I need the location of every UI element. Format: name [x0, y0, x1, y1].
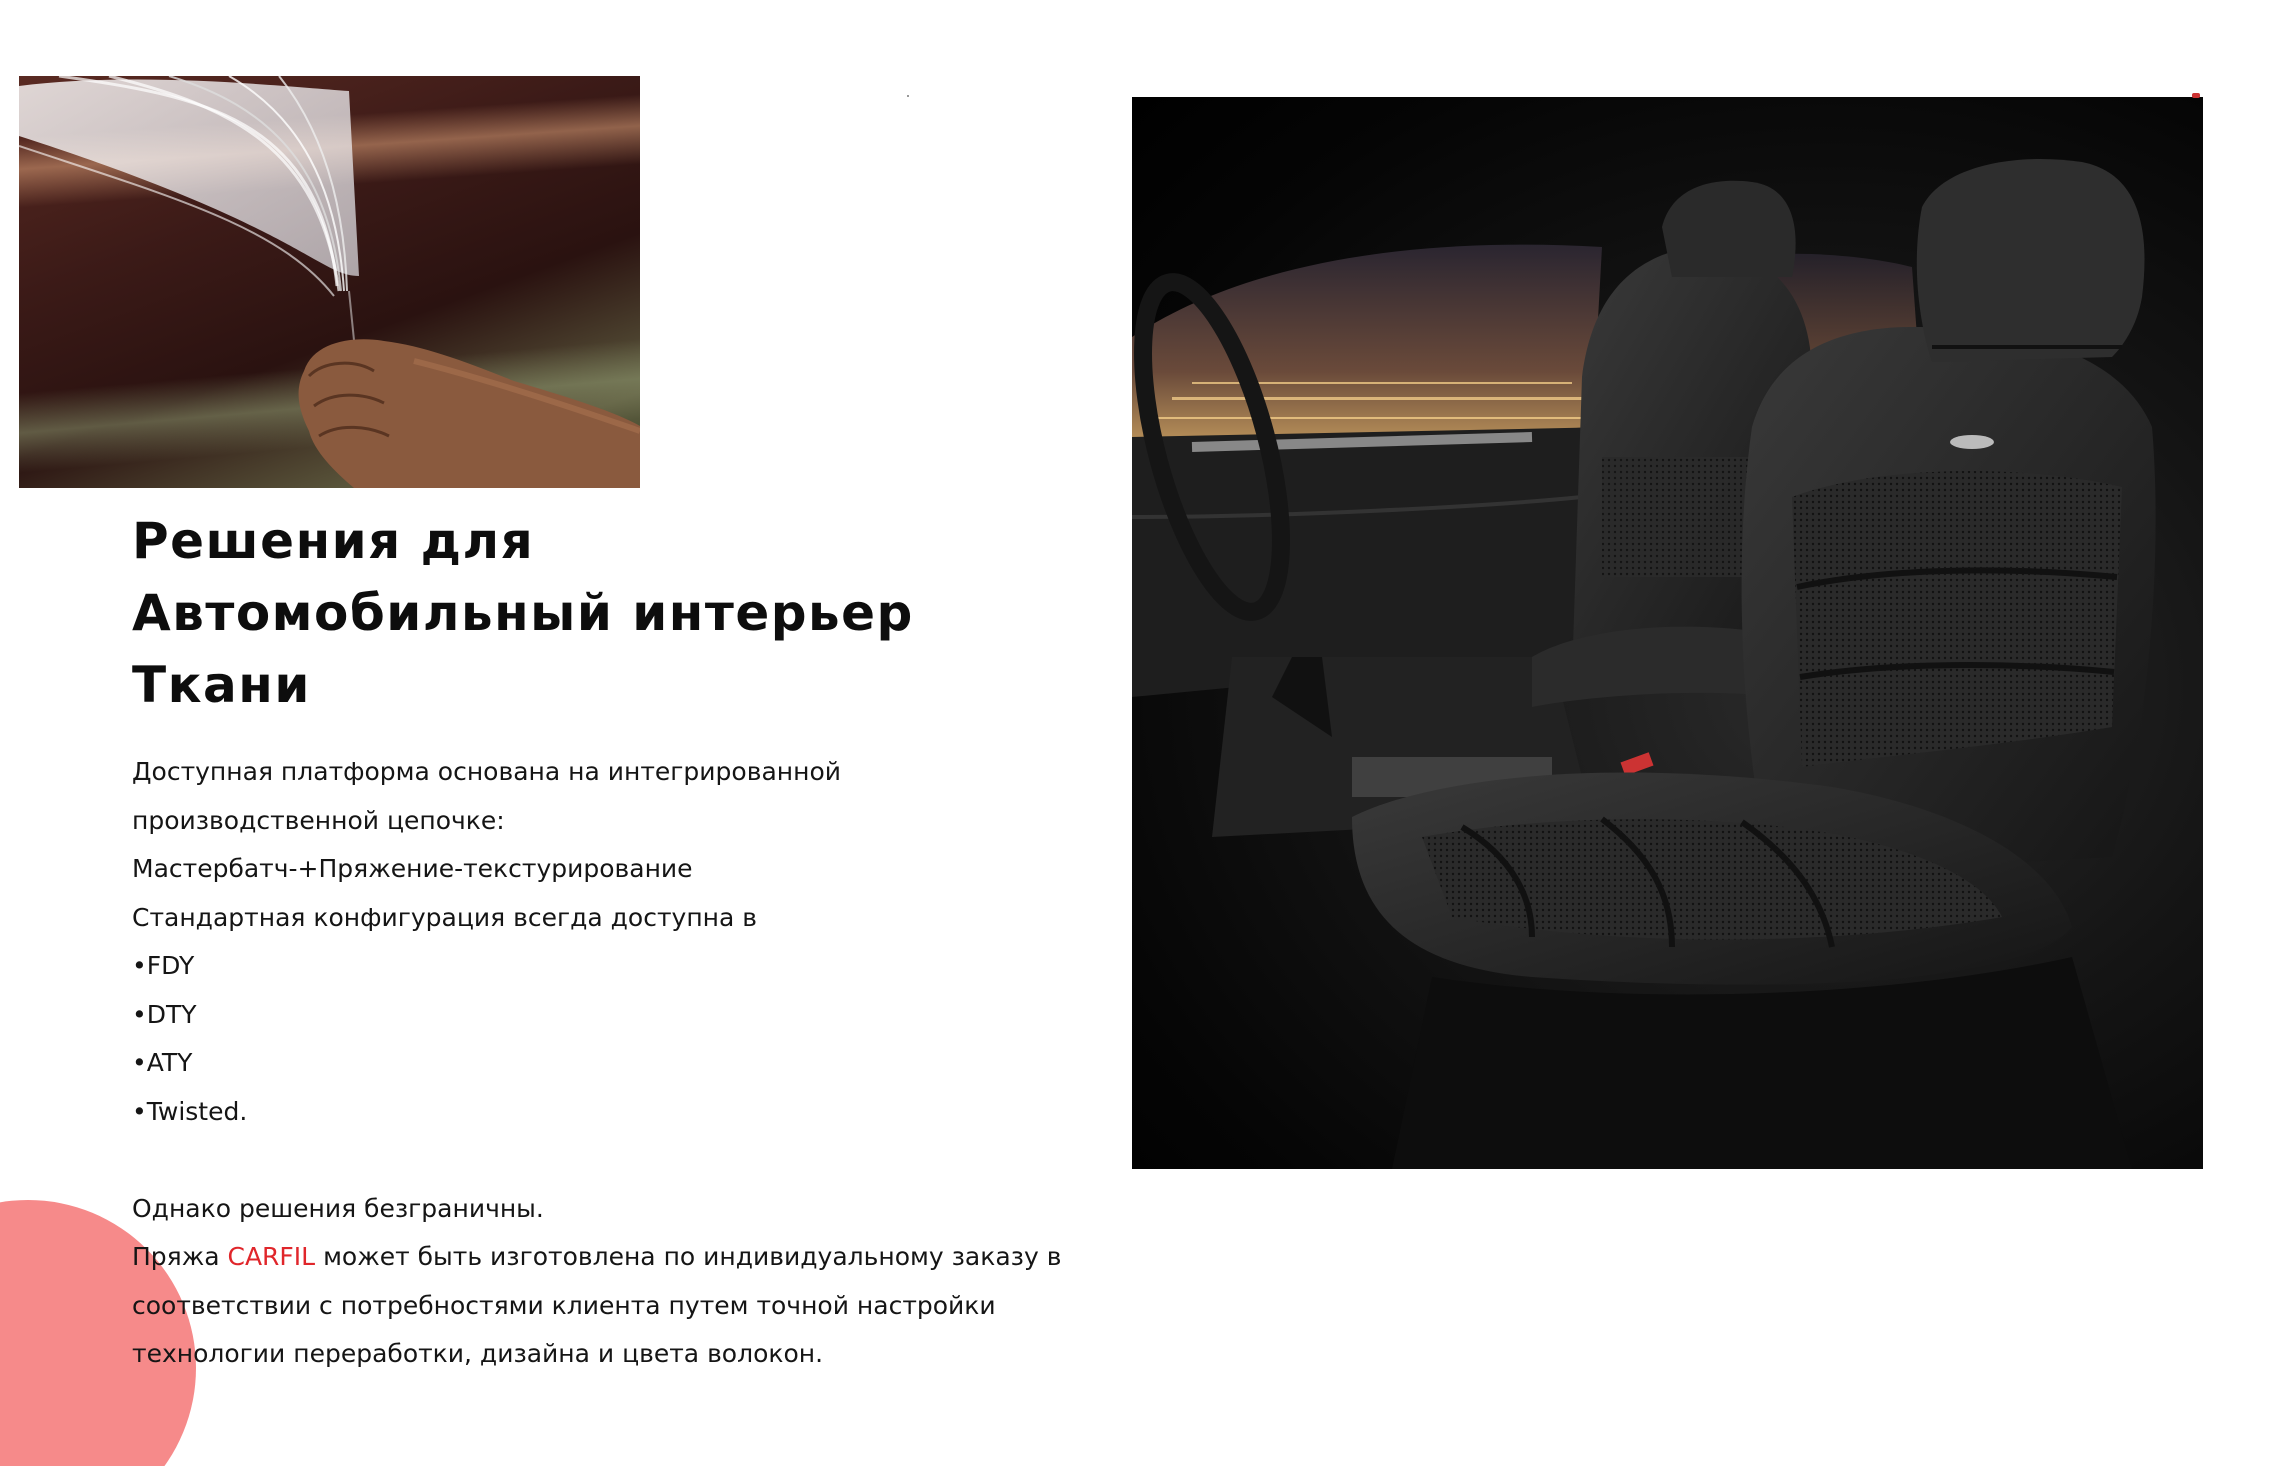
description-line: Доступная платформа основана на интегрированной — [132, 757, 841, 786]
description — [132, 748, 1092, 1379]
title-line-2: Автомобильный интерьер — [132, 584, 914, 642]
title-line-1: Решения для — [132, 512, 535, 570]
bullet-item: •ATY — [132, 1048, 193, 1077]
bullet-item: •FDY — [132, 951, 195, 980]
description-line: технологии переработки, дизайна и цвета волокон. — [132, 1339, 824, 1368]
car-interior-photo — [1132, 97, 2203, 1169]
decorative-mark — [2192, 93, 2200, 98]
bullet-item: •Twisted. — [132, 1096, 248, 1126]
description-line: Стандартная конфигурация всегда доступна в — [132, 902, 758, 932]
description-line: Однако решения безграничны. — [132, 1193, 544, 1223]
decorative-dot — [907, 95, 909, 97]
text-prefix: Пряжа — [132, 1242, 228, 1271]
description-line: производственной цепочке: — [132, 805, 505, 835]
page-title — [132, 505, 1032, 721]
car-interior-graphic — [1132, 97, 2203, 1169]
bullet-item: •DTY — [132, 999, 197, 1029]
description-line: Мастербатч-+Пряжение-текстурирование — [132, 854, 693, 883]
title-line-3: Ткани — [132, 656, 311, 714]
description-line-brand — [132, 1233, 1092, 1282]
spacer — [132, 1136, 1092, 1185]
hand-graphic — [294, 331, 640, 488]
brand-name: CARFIL — [227, 1242, 316, 1271]
text-suffix: может быть изготовлена по индивидуальному заказу в — [315, 1242, 1062, 1271]
description-line: соответствии с потребностями клиента путем точной настройки — [132, 1290, 996, 1320]
fiber-pulling-photo — [19, 76, 640, 488]
